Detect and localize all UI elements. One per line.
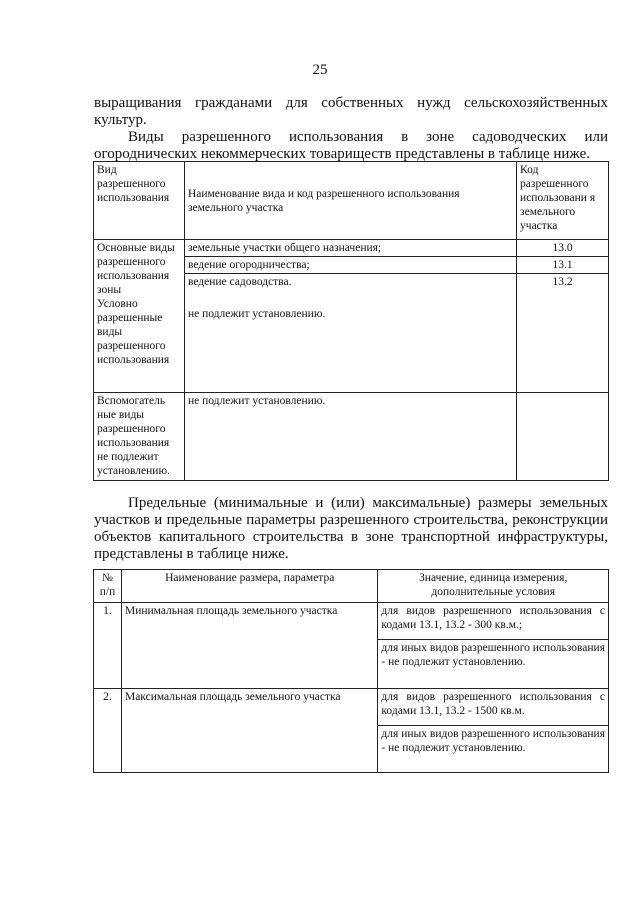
list-item: ведение огородничества; xyxy=(185,257,516,274)
list-item-code: 13.2 xyxy=(552,276,573,288)
size-limits-table xyxy=(93,569,609,773)
intro-line-1: выращивания гражданами для собственных нужд сельскохозяйственных культур. xyxy=(94,95,608,128)
limits-intro-text: Предельные (минимальные и (или) максимальные) размеры земельных участков и предельные параметры разрешенного строительства, реконструкции объектов капитального строительства в зоне транспортной инфраструктуры, представлены в таблице ниже. xyxy=(94,495,608,562)
main-uses-label: Основные виды разрешенного использования зоны xyxy=(97,242,175,296)
row-value: для видов разрешенного использования с кодами 13.1, 13.2 - 300 кв.м.; xyxy=(378,603,609,640)
table-header-row xyxy=(94,570,609,603)
table-header-row xyxy=(94,162,609,240)
header-cell-name: Наименование вида и код разрешенного использования земельного участка xyxy=(184,162,516,240)
row-value: для видов разрешенного использования с кодами 13.1, 13.2 - 1500 кв.м. xyxy=(378,689,609,726)
table-row xyxy=(94,603,609,640)
header-cell-use-type: Вид разрешенного использования xyxy=(94,162,185,240)
conditional-uses-value: не подлежит установлению. xyxy=(187,308,326,320)
row-number: 2. xyxy=(94,689,122,773)
auxiliary-uses-label: Вспомогатель ные виды разрешенного использования не подлежит установлению. xyxy=(94,393,185,481)
list-item-code: 13.0 xyxy=(517,240,608,257)
permitted-use-table xyxy=(93,161,609,481)
list-item-code: 13.1 xyxy=(517,257,608,274)
header-cell-number: № п/п xyxy=(94,570,122,603)
row-parameter-name: Минимальная площадь земельного участка xyxy=(121,603,377,689)
row-number: 1. xyxy=(94,603,122,689)
auxiliary-uses-value: не подлежит установлению. xyxy=(184,393,516,481)
row-value: для иных видов разрешенного использования - не подлежит установлению. xyxy=(378,726,609,773)
limits-intro-paragraph xyxy=(94,495,608,563)
row-parameter-name: Максимальная площадь земельного участка xyxy=(121,689,377,773)
main-uses-label-cell xyxy=(94,240,185,393)
row-value: для иных видов разрешенного использования - не подлежит установлению. xyxy=(378,640,609,689)
main-uses-names-cell xyxy=(184,240,516,393)
header-cell-parameter: Наименование размера, параметра xyxy=(121,570,377,603)
conditional-uses-label: Условно разрешенные виды разрешенного использования xyxy=(97,298,170,366)
intro-paragraph-types xyxy=(94,129,608,163)
header-cell-value: Значение, единица измерения, дополнительные условия xyxy=(378,570,609,603)
page-number: 25 xyxy=(312,62,328,78)
list-item: ведение садоводства. xyxy=(187,276,292,288)
auxiliary-uses-row xyxy=(94,393,609,481)
header-cell-code: Код разрешенного использовани я земельного участка xyxy=(517,162,609,240)
list-item: земельные участки общего назначения; xyxy=(185,240,516,257)
intro-line-2: Виды разрешенного использования в зоне садоводческих или огороднических некоммерческих товариществ представлены в таблице ниже. xyxy=(94,129,608,162)
intro-paragraph-continuation xyxy=(94,95,608,129)
auxiliary-uses-code xyxy=(517,393,609,481)
table-row xyxy=(94,689,609,726)
main-uses-row xyxy=(94,240,609,393)
main-uses-codes-cell xyxy=(517,240,609,393)
